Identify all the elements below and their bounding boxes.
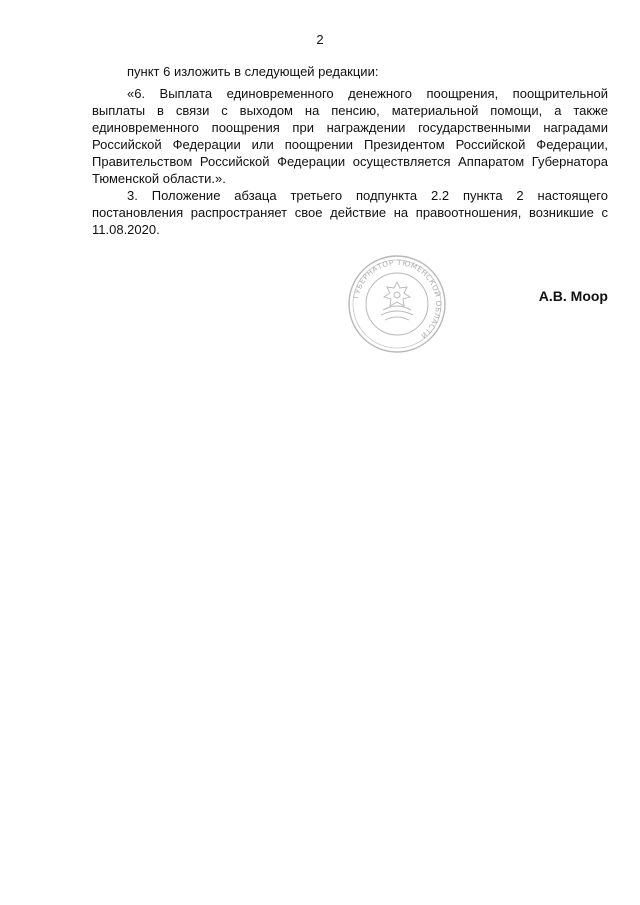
- signature-name: А.В. Моор: [538, 288, 608, 304]
- paragraph-1: пункт 6 изложить в следующей редакции:: [127, 64, 379, 79]
- svg-text:ГУБЕРНАТОР ТЮМЕНСКОЙ ОБЛАСТИ: [351, 258, 443, 341]
- official-seal-icon: [347, 254, 447, 354]
- page-number: 2: [316, 32, 324, 47]
- seal-ring-text: ГУБЕРНАТОР ТЮМЕНСКОЙ ОБЛАСТИ: [351, 257, 444, 341]
- paragraph-3: 3. Положение абзаца третьего подпункта 2.2 пункта 2 настоящего постановления распространяет свое действие на правоотношения, возникшие с 11.08.2020.: [92, 188, 608, 237]
- paragraph-2: «6. Выплата единовременного денежного поощрения, поощрительной выплаты в связи с выходом на пенсию, материальной помощи, а также единовременного поощрения при награждении государственными наградами Российской Федерации или поощрении Президентом Российской Федерации, Правительством Российской Федерации осуществляется Аппаратом Губернатора Тюменской области.».: [92, 86, 608, 186]
